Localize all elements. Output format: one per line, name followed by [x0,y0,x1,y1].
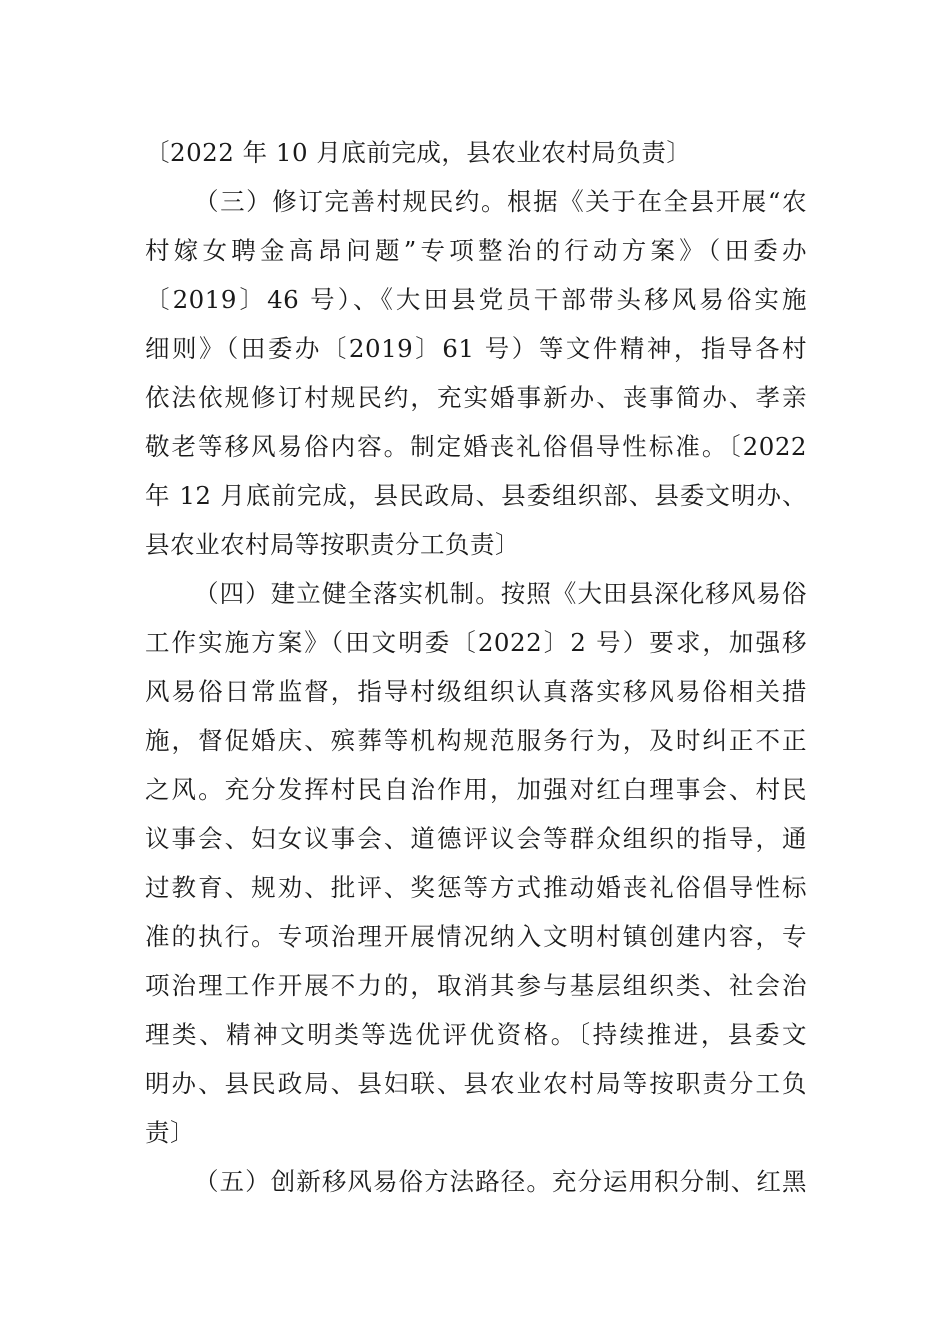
text-line: 风易俗日常监督，指导村级组织认真落实移风易俗相关措 [145,677,807,706]
text-line: 村嫁女聘金高昂问题”专项整治的行动方案》（田委办 [145,236,807,265]
text-line: 〔2019〕46 号）、《大田县党员干部带头移风易俗实施 [145,285,807,314]
text-line: 依法依规修订村规民约，充实婚事新办、丧事简办、孝亲 [145,383,807,412]
text-line: 敬老等移风易俗内容。制定婚丧礼俗倡导性标准。〔2022 [145,432,807,461]
paragraph-heading-three: （三）修订完善村规民约。根据《关于在全县开展“农 [194,187,807,216]
paragraph-heading-five: （五）创新移风易俗方法路径。充分运用积分制、红黑 [194,1167,807,1196]
text-line: 之风。充分发挥村民自治作用，加强对红白理事会、村民 [145,775,807,804]
text-line: 理类、精神文明类等选优评优资格。〔持续推进，县委文 [145,1020,807,1049]
text-line: 施，督促婚庆、殡葬等机构规范服务行为，及时纠正不正 [145,726,807,755]
text-line: 责〕 [145,1118,195,1147]
text-line: 过教育、规劝、批评、奖惩等方式推动婚丧礼俗倡导性标 [145,873,807,902]
document-body [145,128,807,1206]
text-line: 工作实施方案》（田文明委〔2022〕2 号）要求，加强移 [145,628,807,657]
text-line: 明办、县民政局、县妇联、县农业农村局等按职责分工负 [145,1069,807,1098]
text-line: 县农业农村局等按职责分工负责〕 [145,530,520,559]
text-line: 细则》（田委办〔2019〕61 号）等文件精神，指导各村 [145,334,807,363]
text-line: 年 12 月底前完成，县民政局、县委组织部、县委文明办、 [145,481,807,510]
text-line: 准的执行。专项治理开展情况纳入文明村镇创建内容，专 [145,922,807,951]
text-line: 〔2022 年 10 月底前完成，县农业农村局负责〕 [145,138,692,167]
text-line: 项治理工作开展不力的，取消其参与基层组织类、社会治 [145,971,807,1000]
paragraph-heading-four: （四）建立健全落实机制。按照《大田县深化移风易俗 [194,579,807,608]
text-line: 议事会、妇女议事会、道德评议会等群众组织的指导，通 [145,824,807,853]
